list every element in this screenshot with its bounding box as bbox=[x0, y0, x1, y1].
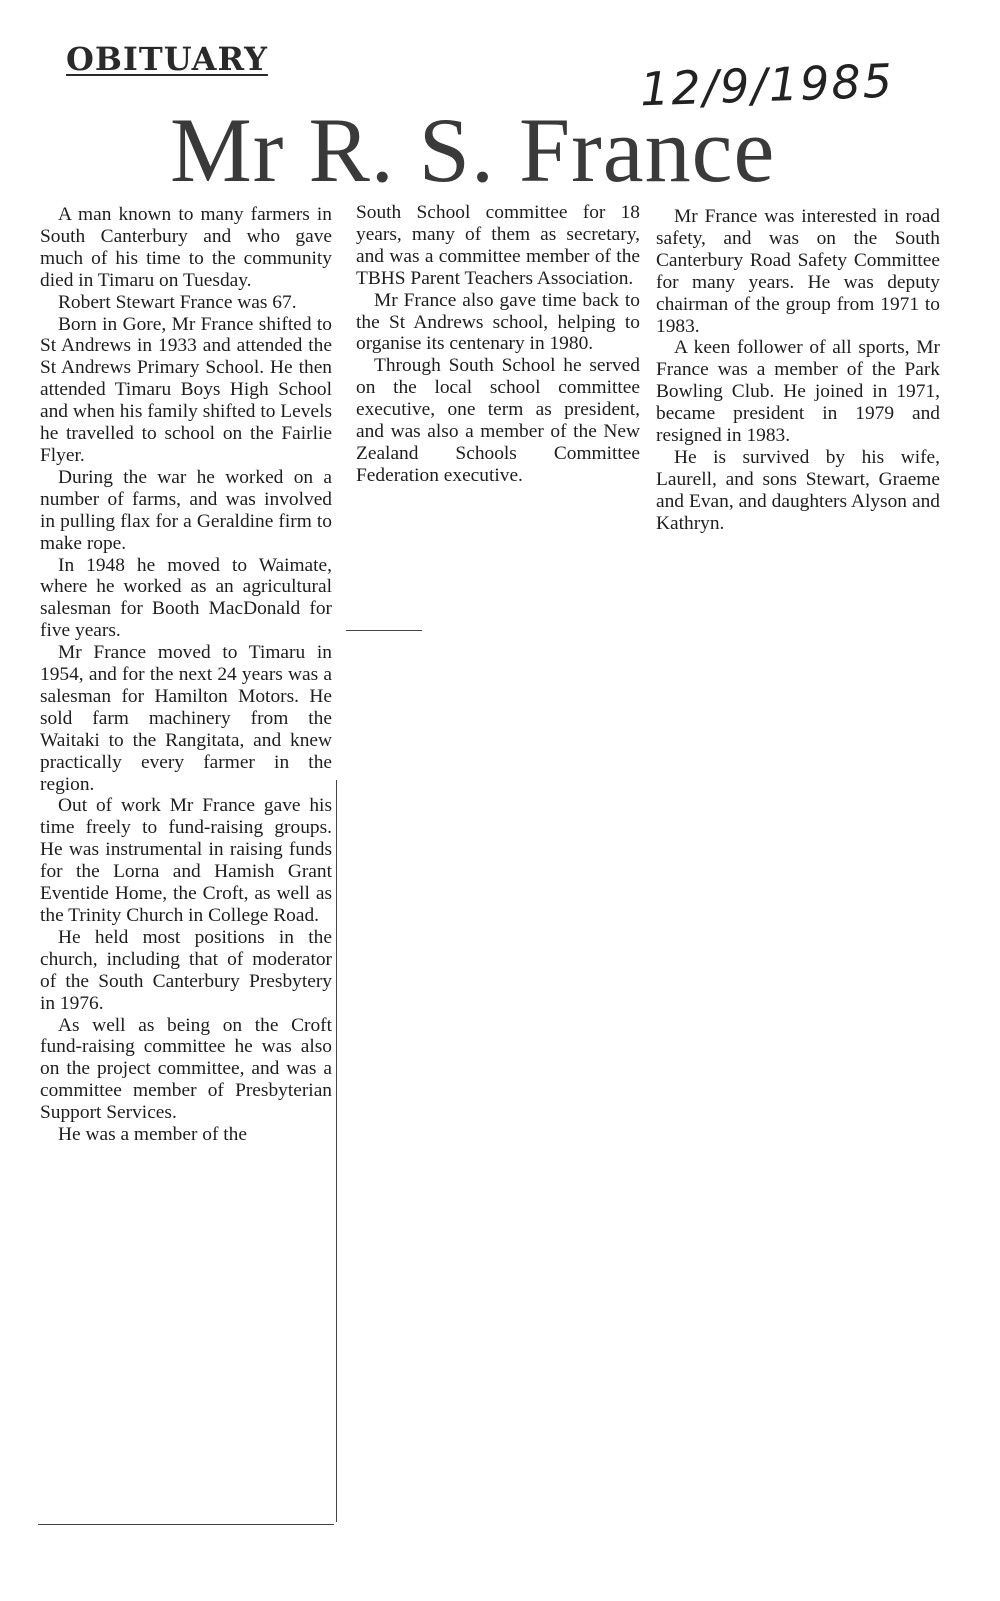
paragraph: He is survived by his wife, Laurell, and sons Stewart, Graeme and Evan, and daughters Alyson and Kathryn. bbox=[656, 446, 940, 534]
column-divider-rule bbox=[336, 780, 337, 1522]
article-column-1 bbox=[40, 204, 332, 1146]
clipping-bottom-rule bbox=[38, 1524, 334, 1525]
article-column-3 bbox=[656, 206, 940, 535]
paragraph: Mr France moved to Timaru in 1954, and for the next 24 years was a salesman for Hamilton Motors. He sold farm machinery from the Waitaki to the Rangitata, and knew practically every farmer in the region. bbox=[40, 642, 332, 795]
paragraph: In 1948 he moved to Waimate, where he worked as an agricultural salesman for Booth MacDonald for five years. bbox=[40, 554, 332, 642]
column-end-rule bbox=[346, 630, 422, 631]
handwritten-date: 12/9/1985 bbox=[639, 53, 895, 117]
obituary-section-label: OBITUARY bbox=[66, 40, 268, 78]
headline: Mr R. S. France bbox=[170, 99, 776, 201]
paragraph: South School committee for 18 years, many of them as secretary, and was a committee member of the TBHS Parent Teachers Association. bbox=[356, 202, 640, 289]
paragraph: Mr France also gave time back to the St Andrews school, helping to organise its centenary in 1980. bbox=[356, 289, 640, 355]
paragraph: Out of work Mr France gave his time freely to fund-raising groups. He was instrumental in raising funds for the Lorna and Hamish Grant Eventide Home, the Croft, as well as the Trinity Church in College Road. bbox=[40, 795, 332, 926]
paragraph: He held most positions in the church, including that of moderator of the South Canterbury Presbytery in 1976. bbox=[40, 926, 332, 1014]
paragraph: Mr France was interested in road safety, and was on the South Canterbury Road Safety Committee for many years. He was deputy chairman of the group from 1971 to 1983. bbox=[656, 206, 940, 337]
paragraph: Through South School he served on the local school committee executive, one term as president, and was also a member of the New Zealand Schools Committee Federation executive. bbox=[356, 355, 640, 486]
paragraph: He was a member of the bbox=[58, 1124, 247, 1146]
paragraph: Born in Gore, Mr France shifted to St Andrews in 1933 and attended the St Andrews Primary School. He then attended Timaru Boys High School and when his family shifted to Levels he travelled to school on the Fairlie Flyer. bbox=[40, 313, 332, 466]
paragraph: Robert Stewart France was 67. bbox=[58, 291, 297, 313]
paragraph: A keen follower of all sports, Mr France was a member of the Park Bowling Club. He joined in 1971, became president in 1979 and resigned in 1983. bbox=[656, 337, 940, 447]
paragraph: A man known to many farmers in South Canterbury and who gave much of his time to the community died in Timaru on Tuesday. bbox=[40, 204, 332, 291]
paragraph: As well as being on the Croft fund-raising committee he was also on the project committee, and was a committee member of Presbyterian Support Services. bbox=[40, 1014, 332, 1124]
paragraph: During the war he worked on a number of farms, and was involved in pulling flax for a Geraldine firm to make rope. bbox=[40, 466, 332, 554]
article-column-2 bbox=[356, 202, 640, 487]
